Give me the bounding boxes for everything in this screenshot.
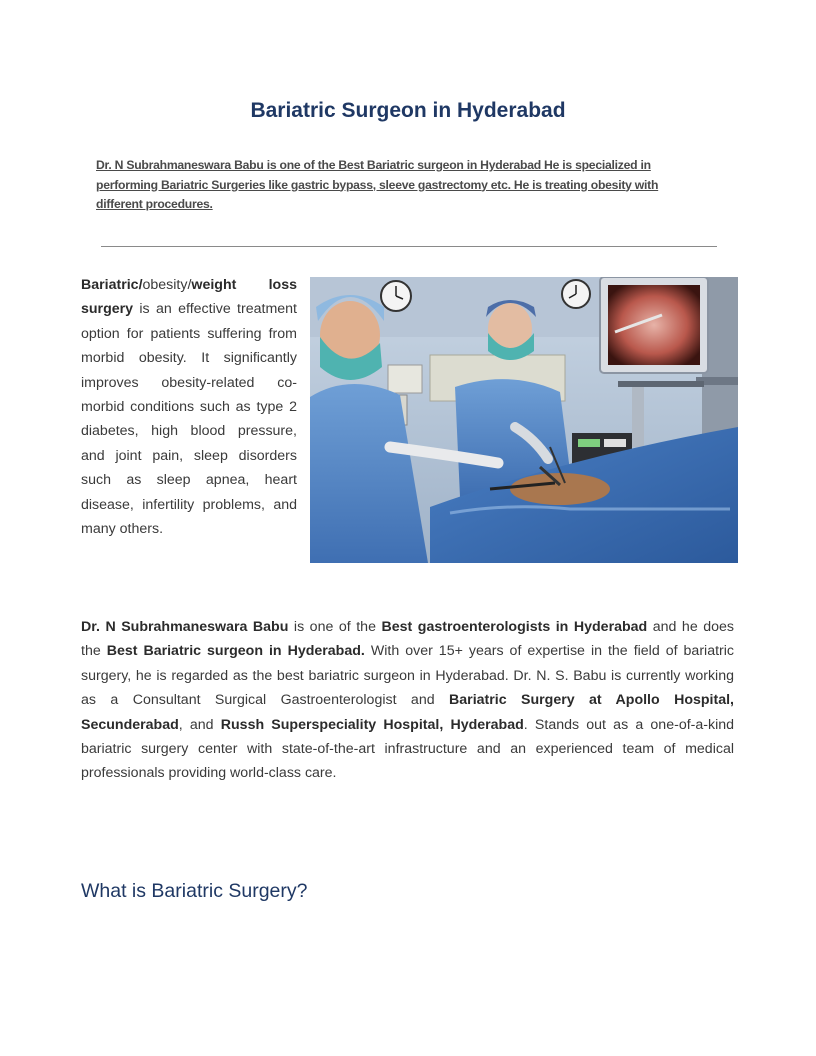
about-text-2: and he does the <box>81 619 734 660</box>
russh-hospital-phrase: Russh Superspeciality Hospital, Hyderabad <box>220 716 524 733</box>
apollo-hospital-phrase: Bariatric Surgery at Apollo Hospital, Secunderabad <box>81 692 734 733</box>
surgical-monitor <box>600 277 708 373</box>
best-gastro-phrase: Best gastroenterologists in Hyderabad <box>381 619 648 635</box>
about-text-3: With over 15+ years of expertise in the field of bariatric surgery, he is regarded as the best bariatric surgeon in Hyderabad. Dr. N. S. Babu is currently working as a Consultant Surgical Gastroenterologist and <box>81 643 734 709</box>
intro-bold-bariatric: Bariatric/ <box>81 277 143 293</box>
about-text-5: . Stands out as a one-of-a-kind bariatric surgery center with state-of-the-art infrastructure and an experienced team of medical professionals providing world-class care. <box>81 716 735 782</box>
about-text-4: , and <box>178 716 221 733</box>
wall-clock-icon <box>562 280 590 308</box>
doctor-name: Dr. N Subrahmaneswara Babu <box>81 619 289 635</box>
about-doctor-paragraph <box>81 615 734 786</box>
about-text-1: is one of the <box>288 619 382 635</box>
wall-clock-icon <box>381 281 411 311</box>
intro-text-obesity: obesity/ <box>142 277 192 293</box>
section-heading: What is Bariatric Surgery? <box>81 880 308 902</box>
intro-text-body: is an effective treatment option for patients suffering from morbid obesity. It significantly improves obesity-related co-morbid conditions such as type 2 diabetes, high blood pressure, and joint pain, sleep disorders such as sleep apnea, heart disease, infertility problems, and many others. <box>81 301 297 538</box>
horizontal-divider <box>101 246 717 247</box>
intro-paragraph <box>81 273 297 541</box>
intro-bold-weight-loss: weight loss surgery <box>81 277 297 318</box>
page-title: Bariatric Surgeon in Hyderabad <box>250 99 566 122</box>
page-subtitle: Dr. N Subrahmaneswara Babu is one of the Best Bariatric surgeon in Hyderabad He is specialized in performing Bariatric Surgeries like gastric bypass, sleeve gastrectomy etc. He is treating obesity with different procedures. <box>96 158 659 211</box>
best-bariatric-phrase: Best Bariatric surgeon in Hyderabad. <box>106 643 365 660</box>
surgery-photo <box>310 277 738 563</box>
